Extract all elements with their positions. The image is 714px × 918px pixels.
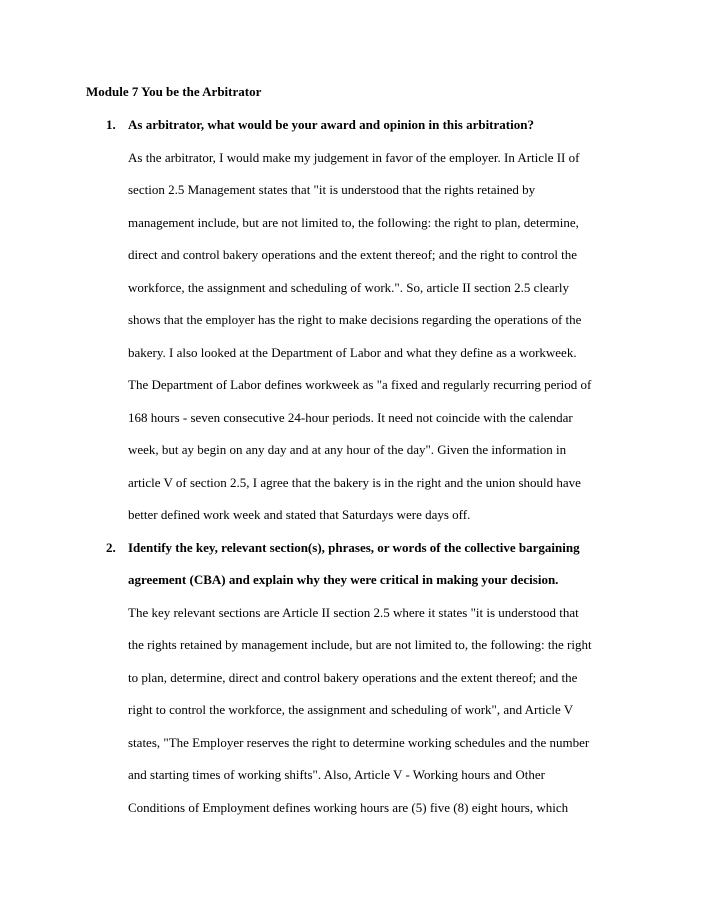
answer-text-line: states, "The Employer reserves the right to determine working schedules and the number xyxy=(128,734,590,750)
answer-text-line: workforce, the assignment and scheduling of work.". So, article II section 2.5 clearly xyxy=(128,279,570,295)
answer-text-line: The Department of Labor defines workweek as "a fixed and regularly recurring period of xyxy=(128,377,592,392)
answer-text-line: bakery. I also looked at the Department of Labor and what they define as a workweek. xyxy=(128,344,577,360)
document-title: Module 7 You be the Arbitrator xyxy=(86,84,262,99)
list-item-number: 2. xyxy=(106,539,116,555)
question-text-line: Identify the key, relevant section(s), phrases, or words of the collective bargaining xyxy=(128,539,580,555)
answer-text-line: As the arbitrator, I would make my judgement in favor of the employer. In Article II of xyxy=(128,149,580,165)
answer-text-line: management include, but are not limited to, the following: the right to plan, determine, xyxy=(128,214,579,230)
answer-text-line: and starting times of working shifts". Also, Article V - Working hours and Other xyxy=(128,767,545,782)
question-text-line: As arbitrator, what would be your award and opinion in this arbitration? xyxy=(128,117,534,132)
answer-text-line: better defined work week and stated that Saturdays were days off. xyxy=(128,507,471,522)
answer-text-line: direct and control bakery operations and the extent thereof; and the right to control the xyxy=(128,247,578,262)
answer-text-line: article V of section 2.5, I agree that the bakery is in the right and the union should have xyxy=(128,474,581,490)
answer-text-line: section 2.5 Management states that "it is understood that the rights retained by xyxy=(128,182,536,197)
answer-text-line: to plan, determine, direct and control bakery operations and the extent thereof; and the xyxy=(128,669,578,685)
answer-text-line: Conditions of Employment defines working hours are (5) five (8) eight hours, which xyxy=(128,799,569,815)
answer-text-line: The key relevant sections are Article II section 2.5 where it states "it is understood that xyxy=(128,604,579,620)
list-item-number: 1. xyxy=(106,117,116,132)
question-text-line: agreement (CBA) and explain why they were critical in making your decision. xyxy=(128,572,559,587)
answer-text-line: 168 hours - seven consecutive 24-hour periods. It need not coincide with the calendar xyxy=(128,409,573,425)
answer-text-line: right to control the workforce, the assignment and scheduling of work", and Article V xyxy=(128,702,574,717)
answer-text-line: shows that the employer has the right to make decisions regarding the operations of the xyxy=(128,312,582,327)
answer-text-line: week, but ay begin on any day and at any hour of the day". Given the information in xyxy=(128,442,567,457)
answer-text-line: the rights retained by management include, but are not limited to, the following: the right xyxy=(128,637,592,652)
